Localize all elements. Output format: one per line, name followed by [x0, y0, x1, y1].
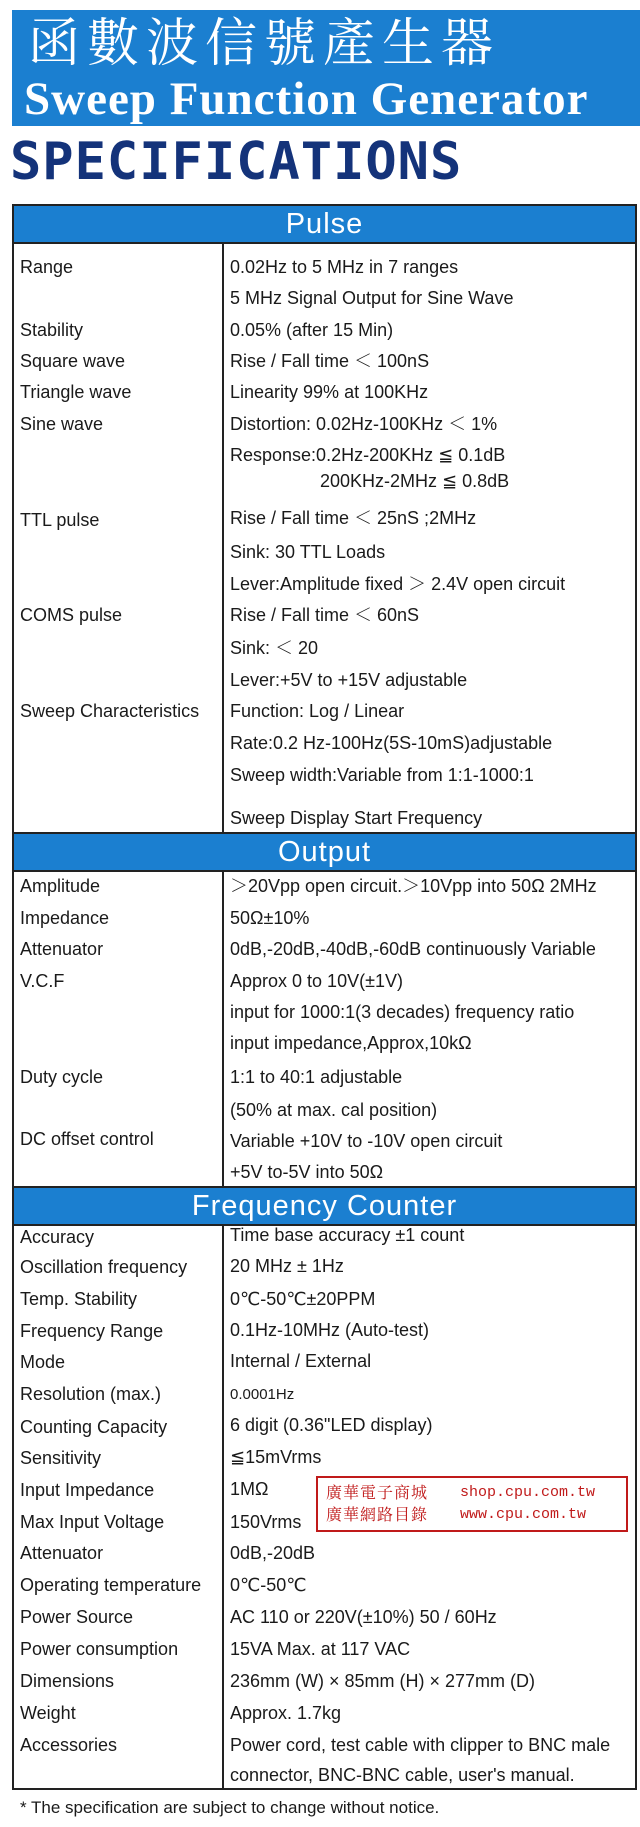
watermark-logo-line2: 廣華網路目錄 — [326, 1505, 429, 1524]
spec-label-accessories: Accessories — [20, 1735, 118, 1755]
spec-value: input impedance,Approx,10kΩ — [230, 1033, 472, 1053]
spec-value: 0.02Hz to 5 MHz in 7 ranges — [230, 257, 459, 277]
spec-value: Approx. 1.7kg — [230, 1703, 342, 1723]
footnote: * The specification are subject to change without notice. — [20, 1798, 440, 1817]
spec-label-mode: Mode — [20, 1352, 66, 1372]
spec-value: Linearity 99% at 100KHz — [230, 382, 429, 402]
title-english: Sweep Function Generator — [24, 73, 589, 125]
spec-value: 0.0001Hz — [230, 1386, 295, 1403]
spec-label-oscillation-frequency: Oscillation frequency — [20, 1257, 188, 1277]
spec-label-operating-temperature: Operating temperature — [20, 1575, 202, 1595]
spec-value: Rate:0.2 Hz-100Hz(5S-10mS)adjustable — [230, 733, 553, 753]
spec-value: 20 MHz ± 1Hz — [230, 1256, 344, 1276]
spec-value: 150Vrms — [230, 1512, 302, 1532]
spec-value: 236mm (W) × 85mm (H) × 277mm (D) — [230, 1671, 536, 1691]
spec-label-impedance: Impedance — [20, 908, 110, 928]
spec-label-ttl-pulse: TTL pulse — [20, 510, 100, 530]
shop-watermark — [316, 1476, 628, 1532]
spec-label-power-source: Power Source — [20, 1607, 134, 1627]
spec-value: (50% at max. cal position) — [230, 1100, 438, 1120]
spec-label-dc-offset: DC offset control — [20, 1129, 154, 1149]
spec-label-range: Range — [20, 257, 74, 277]
spec-label-resolution: Resolution (max.) — [20, 1384, 162, 1404]
spec-value: 15VA Max. at 117 VAC — [230, 1639, 411, 1659]
divider — [14, 870, 635, 872]
spec-label-sine-wave: Sine wave — [20, 414, 104, 434]
section-header-pulse: Pulse — [14, 206, 635, 242]
spec-value: +5V to-5V into 50Ω — [230, 1162, 384, 1182]
section-header-frequency-counter: Frequency Counter — [14, 1188, 635, 1224]
column-divider — [222, 1226, 224, 1788]
column-divider — [222, 872, 224, 1202]
spec-value: 0dB,-20dB,-40dB,-60dB continuously Variable — [230, 939, 596, 959]
spec-value: connector, BNC-BNC cable, user's manual. — [230, 1765, 575, 1785]
title-chinese: 函數波信號產生器 — [28, 14, 501, 74]
spec-value: Rise / Fall time ＜ 25nS ;2MHz — [230, 508, 477, 528]
spec-value: Sink: 30 TTL Loads — [230, 542, 386, 562]
spec-value: Approx 0 to 10V(±1V) — [230, 971, 403, 991]
spec-value: 0℃-50℃ — [230, 1575, 307, 1595]
spec-label-triangle-wave: Triangle wave — [20, 382, 132, 402]
watermark-logo-line1: 廣華電子商城 — [326, 1483, 429, 1502]
section-header-output: Output — [14, 834, 635, 870]
spec-value: Lever:Amplitude fixed ＞ 2.4V open circuit — [230, 574, 566, 594]
spec-value: 200KHz-2MHz ≦ 0.8dB — [320, 471, 510, 491]
spec-label-sensitivity: Sensitivity — [20, 1448, 102, 1468]
spec-label-weight: Weight — [20, 1703, 76, 1723]
spec-value: Variable +10V to -10V open circuit — [230, 1131, 503, 1151]
title-banner — [12, 10, 640, 126]
spec-label-dimensions: Dimensions — [20, 1671, 115, 1691]
spec-label-input-impedance: Input Impedance — [20, 1480, 155, 1500]
spec-table — [12, 204, 637, 1790]
spec-value: 50Ω±10% — [230, 908, 310, 928]
spec-value: AC 110 or 220V(±10%) 50 / 60Hz — [230, 1607, 497, 1627]
spec-label-power-consumption: Power consumption — [20, 1639, 179, 1659]
watermark-url-www: www.cpu.com.tw — [460, 1506, 587, 1523]
spec-label-max-input-voltage: Max Input Voltage — [20, 1512, 165, 1532]
spec-value: ＞20Vpp open circuit.＞10Vpp into 50Ω 2MHz — [230, 876, 597, 896]
spec-label-temp-stability: Temp. Stability — [20, 1289, 138, 1309]
watermark-url-shop: shop.cpu.com.tw — [460, 1484, 596, 1501]
spec-value: Sweep Display Start Frequency — [230, 808, 483, 828]
spec-label-counting-capacity: Counting Capacity — [20, 1417, 168, 1437]
spec-label-square-wave: Square wave — [20, 351, 126, 371]
specifications-heading: SPECIFICATIONS — [10, 132, 463, 192]
spec-value: Sink: ＜ 20 — [230, 638, 319, 658]
spec-value: 0.05% (after 15 Min) — [230, 320, 394, 340]
spec-label-vcf: V.C.F — [20, 971, 65, 991]
spec-value: input for 1000:1(3 decades) frequency ratio — [230, 1002, 575, 1022]
spec-value: Rise / Fall time ＜ 100nS — [230, 351, 430, 371]
spec-value: Rise / Fall time ＜ 60nS — [230, 605, 420, 625]
spec-value: 1MΩ — [230, 1479, 269, 1499]
spec-label-stability: Stability — [20, 320, 84, 340]
spec-label-duty-cycle: Duty cycle — [20, 1067, 104, 1087]
spec-value: 0.1Hz-10MHz (Auto-test) — [230, 1320, 430, 1340]
spec-value: 0dB,-20dB — [230, 1543, 316, 1563]
spec-value: Internal / External — [230, 1351, 372, 1371]
spec-label-amplitude: Amplitude — [20, 876, 101, 896]
spec-label-frequency-range: Frequency Range — [20, 1321, 164, 1341]
spec-value: Lever:+5V to +15V adjustable — [230, 670, 468, 690]
spec-value: Time base accuracy ±1 count — [230, 1225, 465, 1245]
spec-value: Distortion: 0.02Hz-100KHz ＜ 1% — [230, 414, 498, 434]
spec-label-sweep-characteristics: Sweep Characteristics — [20, 701, 200, 721]
spec-value: Function: Log / Linear — [230, 701, 405, 721]
spec-label-coms-pulse: COMS pulse — [20, 605, 123, 625]
column-divider — [222, 244, 224, 834]
spec-value: Sweep width:Variable from 1:1-1000:1 — [230, 765, 534, 785]
spec-value: Response:0.2Hz-200KHz ≦ 0.1dB — [230, 445, 506, 465]
divider — [14, 242, 635, 244]
spec-value: ≦15mVrms — [230, 1447, 322, 1467]
spec-value: 1:1 to 40:1 adjustable — [230, 1067, 403, 1087]
spec-value: 6 digit (0.36"LED display) — [230, 1415, 433, 1435]
spec-value: 5 MHz Signal Output for Sine Wave — [230, 288, 514, 308]
spec-value: 0℃-50℃±20PPM — [230, 1289, 376, 1309]
spec-label-attenuator: Attenuator — [20, 939, 104, 959]
spec-label-attenuator: Attenuator — [20, 1543, 104, 1563]
spec-label-accuracy: Accuracy — [20, 1227, 95, 1247]
spec-value: Power cord, test cable with clipper to BNC male — [230, 1735, 611, 1755]
